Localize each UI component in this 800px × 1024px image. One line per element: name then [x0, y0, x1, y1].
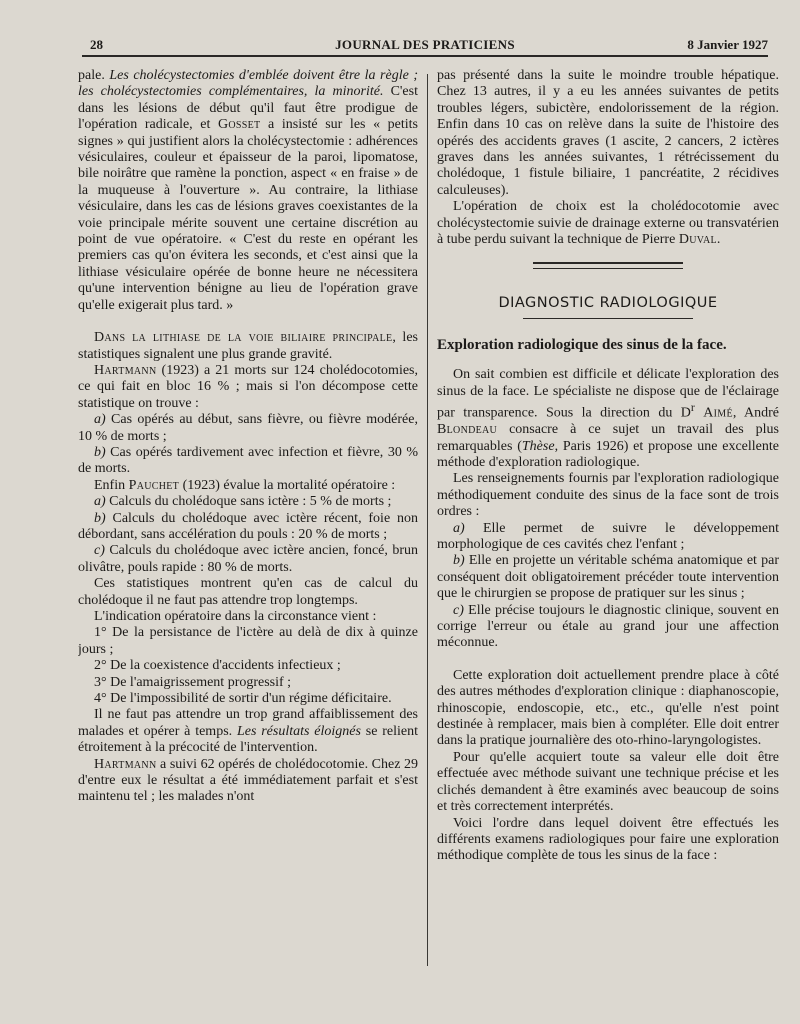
section-title: DIAGNOSTIC RADIOLOGIQUE [498, 295, 718, 312]
list-marker: a) [94, 494, 106, 510]
list-item [78, 445, 418, 478]
text-span: Cas opérés tardivement avec infection et fièvre, 30 % de morts. [78, 444, 418, 477]
list-item [437, 521, 779, 554]
text-span: Elle permet de suivre le développement morphologique de ces cavités chez l'enfant ; [437, 520, 779, 552]
spacer [78, 314, 418, 330]
text-span: consacre à ce sujet un travail des plus remarquables ( [437, 422, 779, 454]
paragraph [78, 363, 418, 412]
author-name: Pauchet [128, 477, 180, 493]
text-span: . [716, 232, 721, 248]
italic-text: Les cholécystectomies d'emblée doivent être la règle ; les cholécystectomies complémentaires, la minorité. [78, 68, 418, 100]
text-span: pale. [78, 68, 110, 83]
text-span: se relient étroitement à la précocité de l'intervention. [78, 723, 418, 756]
column-divider [427, 74, 428, 966]
list-marker: c) [94, 543, 105, 559]
text-span: (1923) a 21 morts sur 124 cholédocotomies, ce qui fait en bloc 16 % ; mais si l'on décompose cette statistique on trouve : [78, 362, 418, 411]
page-number: 28 [90, 37, 103, 52]
list-marker: c) [453, 602, 464, 618]
paragraph: Pour qu'elle acquiert toute sa valeur elle doit être effectuée avec méthode suivant une technique précise et les clichés demandent à être examinés avec beaucoup de soins et très correctement interprétés. [437, 749, 779, 815]
text-span: , André [732, 405, 779, 421]
paragraph: L'indication opératoire dans la circonstance vient : [94, 609, 377, 624]
list-item [437, 553, 779, 602]
paragraph: Ces statistiques montrent qu'en cas de calcul du cholédoque il ne faut pas attendre trop longtemps. [78, 576, 418, 608]
text-span: Il ne faut pas attendre un trop grand affaiblissement des malades et opérer à temps. [78, 707, 418, 739]
paragraph [78, 68, 418, 314]
italic-text: Les résultats éloignés [236, 723, 361, 739]
list-item: 2° De la coexistence d'accidents infectieux ; [94, 658, 341, 674]
page-header [82, 33, 768, 55]
list-marker: b) [94, 444, 106, 460]
text-span: Cas opérés au début, sans fièvre, ou fièvre modérée, 10 % de morts ; [78, 412, 418, 444]
list-item [78, 543, 418, 576]
left-column [78, 68, 418, 968]
section-lead: Dans la lithiase de la voie biliaire principale [94, 330, 393, 346]
text-span: On sait combien est difficile et délicate l'exploration des sinus de la face. Le spécialiste ne dispose que de l'éclairage par transparence. Sous la direction du D [437, 367, 779, 421]
paragraph [437, 199, 779, 248]
text-span [695, 406, 703, 421]
title-underline [523, 318, 693, 319]
text-span: , Paris 1926) et propose une excellente méthode d'exploration radiologique. [437, 438, 779, 470]
text-span: C'est dans les lésions de début qu'il faut être prodigue de l'opération radicale, et [78, 84, 418, 133]
paragraph [78, 757, 418, 806]
list-item [437, 603, 779, 652]
list-item [78, 511, 418, 544]
list-item: 1° De la persistance de l'ictère au delà de dix à quinze jours ; [78, 625, 418, 657]
text-span: Calculs du cholédoque avec ictère récent, foie non débordant, sans accélération du pouls : 20 % de morts ; [78, 510, 418, 542]
author-name: Duval [678, 232, 717, 248]
author-name: Hartmann [94, 756, 157, 772]
list-marker: a) [94, 412, 106, 428]
paragraph [78, 478, 418, 494]
list-item [78, 412, 418, 445]
text-span: Elle précise toujours le diagnostic clinique, souvent en corrige l'erreur ou étale au grand jour une affection méconnue. [437, 602, 779, 651]
author-name: Blondeau [437, 422, 498, 438]
separator-rule [533, 262, 683, 269]
text-span: a insisté sur les « petits signes » qui justifient alors la cholécystectomie : adhérences vésiculaires, couleur et épaisseur de la paroi, lipomatose, bile noirâtre que ramène la ponction, aspect « en fraise » de la muqueuse à l'ouverture ». Au contraire, la lithiase vésiculaire, dans les cas de lésions graves coexistantes de la voie principale mérite souvent une certaine discrétion au point de vue opératoire. « C'est du reste en opérant les premiers cas qu'on évitera les seconds, et c'est ainsi que la lithiase vésiculaire opérée de bonne heure ne nécessitera qu'une intervention bénigne au lieu de l'opération grave qu'elle exigerait plus tard. » [78, 117, 418, 313]
paragraph: Cette exploration doit actuellement prendre place à côté des autres méthodes d'exploration clinique : diaphanoscopie, rhinoscopie, endoscopie, etc., etc., qu'elle n'est point destinée à remplacer, mais bien à compléter. Elle doit entrer dans la pratique journalière des oto-rhino-laryngologistes. [437, 667, 779, 749]
spacer [437, 652, 779, 668]
text-span: , les statistiques signalent une plus grande gravité. [78, 330, 418, 362]
list-item: 3° De l'amaigrissement progressif ; [94, 674, 292, 690]
paragraph [78, 707, 418, 756]
text-span: Calculs du cholédoque avec ictère ancien, foncé, brun olivâtre, pouls rapide : 80 % de morts. [78, 543, 418, 575]
header-rule [82, 55, 768, 57]
text-span: Calculs du cholédoque sans ictère : 5 % de morts ; [105, 494, 392, 510]
italic-text: Thèse [521, 438, 555, 454]
text-span: L'opération de choix est la cholédocotomie avec cholécystectomie suivie de drainage externe ou transvatérien à tube perdu suivant la technique de Pierre [437, 199, 779, 248]
paragraph [78, 330, 418, 363]
paragraph [437, 367, 779, 471]
list-marker: a) [453, 520, 465, 536]
author-name: Hartmann [94, 362, 157, 378]
superscript: r [690, 401, 695, 415]
text-span: (1923) évalue la mortalité opératoire : [179, 477, 396, 493]
paragraph: pas présenté dans la suite le moindre trouble hépatique. Chez 13 autres, il y a eu les années suivantes de petits troubles légers, subictère, endolorissement de la région. Enfin dans 10 cas on relève dans la suite de l'histoire des opérés des accidents graves (1 ascite, 2 cancers, 2 ictères graves dans les années suivantes, 1 rétrécissement du cholédoque, 1 fistule biliaire, 1 pancréatite, 2 récidives calculeuses). [437, 68, 779, 198]
text-span: Enfin [94, 477, 129, 493]
article-title: Exploration radiologique des sinus de la face. [437, 336, 727, 353]
issue-date: 8 Janvier 1927 [687, 37, 768, 52]
journal-title: JOURNAL DES PRATICIENS [335, 37, 515, 52]
paragraph: Voici l'ordre dans lequel doivent être effectués les différents examens radiologiques pour faire une exploration méthodique complète de tous les sinus de la face : [437, 815, 779, 864]
text-span: Elle en projette un véritable schéma anatomique et par conséquent doit obligatoirement précéder toute intervention que le chirurgien se propose de pratiquer sur les sinus ; [437, 553, 779, 602]
right-column [437, 68, 779, 968]
author-name: Aimé [703, 405, 733, 421]
text-span: a suivi 62 opérés de cholédocotomie. Chez 29 d'entre eux le résultat a été immédiatement parfait et s'est maintenu tel ; les malades n'ont [78, 756, 418, 805]
list-marker: b) [453, 553, 465, 569]
list-item: 4° De l'impossibilité de sortir d'un régime déficitaire. [94, 691, 392, 707]
paragraph: Les renseignements fournis par l'exploration radiologique méthodiquement conduite des sinus de la face sont de trois ordres : [437, 471, 779, 520]
list-item [78, 494, 418, 510]
author-name: Gosset [217, 117, 261, 133]
list-marker: b) [94, 510, 106, 526]
